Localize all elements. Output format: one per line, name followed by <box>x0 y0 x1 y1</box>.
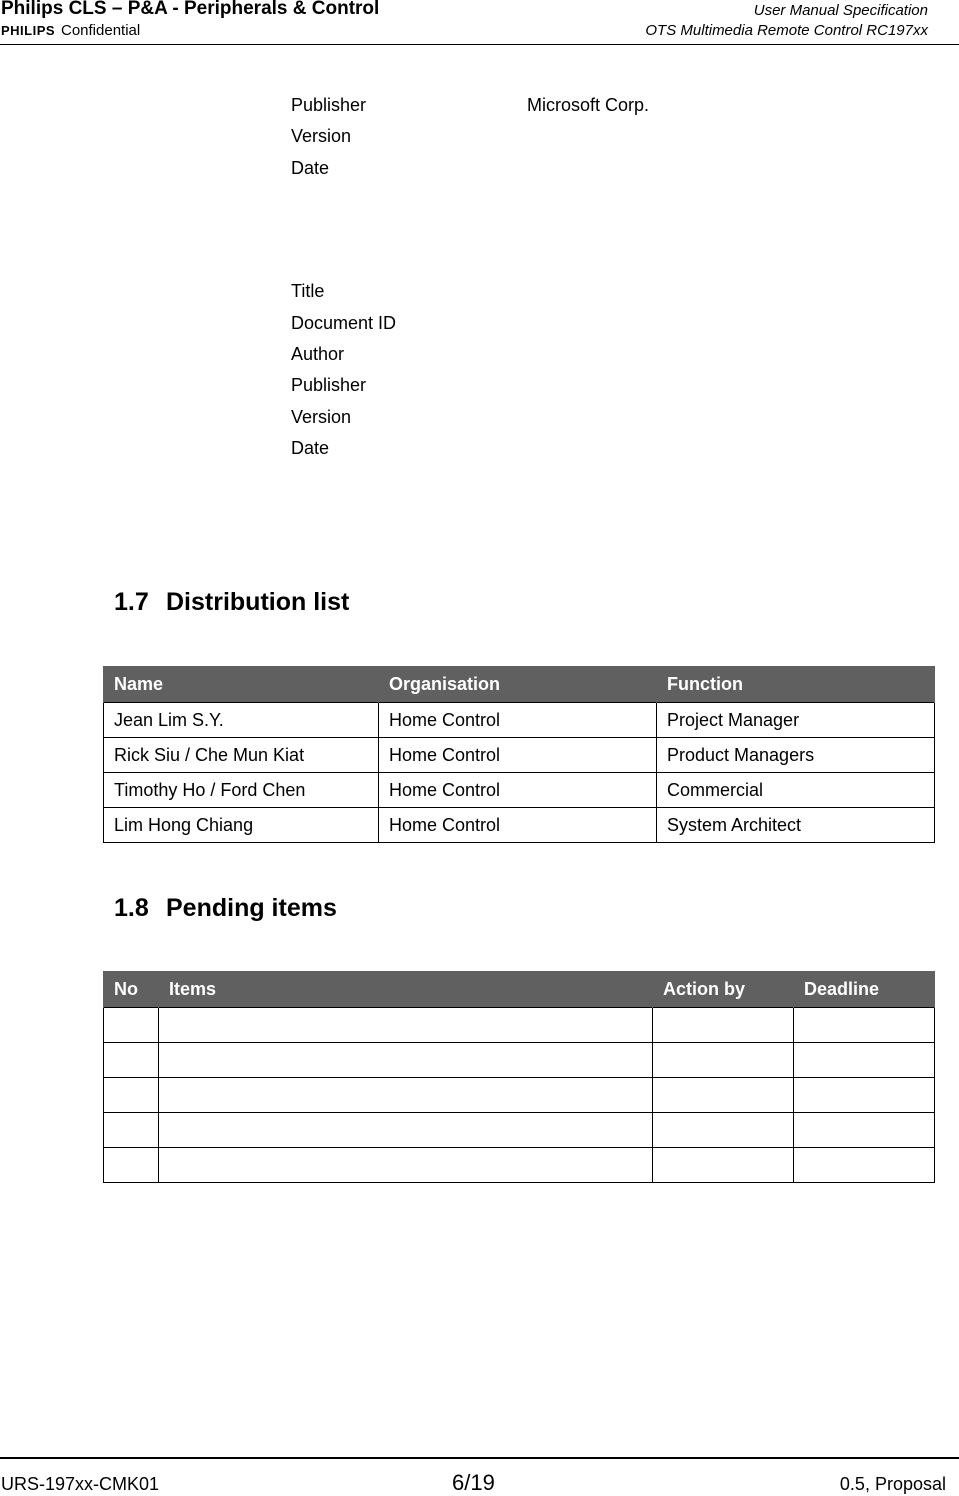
cell-action-by <box>653 1148 794 1183</box>
cell-organisation: Home Control <box>379 773 657 808</box>
cell-organisation: Home Control <box>379 703 657 738</box>
table-row <box>104 1078 935 1113</box>
table-row <box>104 1113 935 1148</box>
cell-function: Product Managers <box>657 738 935 773</box>
cell-items <box>159 1113 653 1148</box>
table-row <box>104 773 935 808</box>
column-header-deadline: Deadline <box>794 971 935 1008</box>
cell-action-by <box>653 1078 794 1113</box>
section-number: 1.7 <box>114 588 149 616</box>
philips-logo: PHILIPS <box>1 23 56 38</box>
table-row <box>104 703 935 738</box>
cell-function: Project Manager <box>657 703 935 738</box>
section-number: 1.8 <box>114 894 149 922</box>
section-title: Pending items <box>166 894 337 922</box>
doc-type: User Manual Specification <box>753 2 928 19</box>
info-label: Author <box>291 344 345 364</box>
cell-no <box>104 1148 159 1183</box>
cell-items <box>159 1008 653 1043</box>
cell-items <box>159 1148 653 1183</box>
column-header-no: No <box>104 971 159 1008</box>
footer-version-status: 0.5, Proposal <box>839 1474 946 1494</box>
table-row <box>104 1008 935 1043</box>
cell-action-by <box>653 1043 794 1078</box>
cell-function: System Architect <box>657 808 935 843</box>
table-row <box>104 1148 935 1183</box>
cell-deadline <box>794 1148 935 1183</box>
cell-name: Jean Lim S.Y. <box>104 703 379 738</box>
column-header-organisation: Organisation <box>379 666 657 703</box>
column-header-function: Function <box>657 666 935 703</box>
cell-name: Lim Hong Chiang <box>104 808 379 843</box>
table-row <box>104 1043 935 1078</box>
cell-items <box>159 1078 653 1113</box>
column-header-name: Name <box>104 666 379 703</box>
table-header-row <box>104 971 935 1008</box>
info-label: Version <box>291 407 352 427</box>
footer-page-number: 6/19 <box>452 1470 495 1495</box>
cell-action-by <box>653 1008 794 1043</box>
footer-doc-id: URS-197xx-CMK01 <box>1 1474 160 1494</box>
cell-name: Timothy Ho / Ford Chen <box>104 773 379 808</box>
pending-items-table <box>103 971 935 1183</box>
info-label: Date <box>291 438 330 458</box>
cell-deadline <box>794 1008 935 1043</box>
cell-deadline <box>794 1043 935 1078</box>
table-header-row <box>104 666 935 703</box>
product-name: OTS Multimedia Remote Control RC197xx <box>645 22 928 39</box>
info-label: Publisher <box>291 375 367 395</box>
table-row <box>104 738 935 773</box>
section-title: Distribution list <box>166 588 350 616</box>
table-row <box>104 808 935 843</box>
confidential-label: Confidential <box>61 22 141 39</box>
column-header-items: Items <box>159 971 653 1008</box>
footer-divider <box>0 1457 959 1459</box>
cell-no <box>104 1043 159 1078</box>
info-label: Title <box>291 281 325 301</box>
cell-name: Rick Siu / Che Mun Kiat <box>104 738 379 773</box>
info-label: Publisher <box>291 95 367 115</box>
cell-organisation: Home Control <box>379 808 657 843</box>
info-label: Version <box>291 126 352 146</box>
cell-function: Commercial <box>657 773 935 808</box>
column-header-action-by: Action by <box>653 971 794 1008</box>
cell-no <box>104 1113 159 1148</box>
section-heading-pending <box>114 894 337 923</box>
info-value: Microsoft Corp. <box>527 95 650 115</box>
cell-action-by <box>653 1113 794 1148</box>
header-divider <box>0 44 959 45</box>
cell-items <box>159 1043 653 1078</box>
header-title: Philips CLS – P&A - Peripherals & Control <box>1 0 380 19</box>
info-label: Date <box>291 158 330 178</box>
cell-no <box>104 1008 159 1043</box>
section-heading-distribution <box>114 588 349 617</box>
cell-no <box>104 1078 159 1113</box>
distribution-table <box>103 666 935 843</box>
cell-deadline <box>794 1078 935 1113</box>
info-label: Document ID <box>291 313 397 333</box>
cell-organisation: Home Control <box>379 738 657 773</box>
cell-deadline <box>794 1113 935 1148</box>
